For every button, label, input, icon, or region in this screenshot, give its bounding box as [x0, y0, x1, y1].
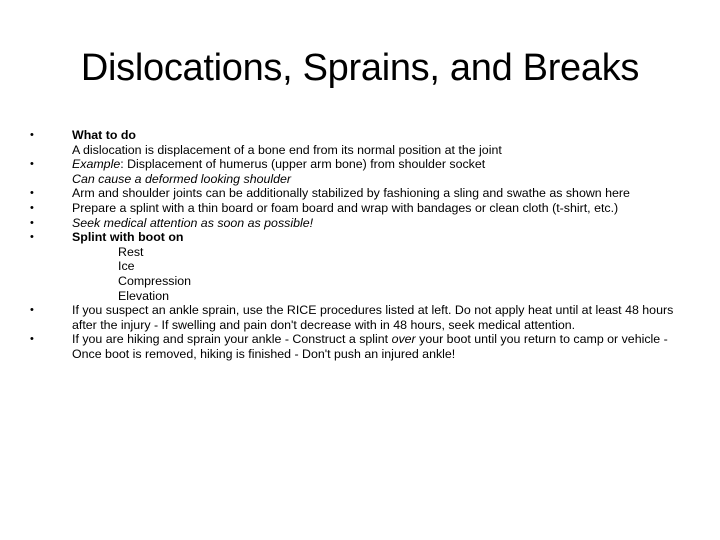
rice-rest: Rest: [118, 244, 144, 259]
example-line: [72, 157, 692, 172]
hiking-emphasis: over: [391, 332, 416, 347]
bullet-icon: •: [30, 158, 34, 171]
bullet-icon: •: [30, 333, 34, 346]
bullet-icon: •: [30, 187, 34, 200]
list-item: [28, 303, 692, 332]
bullet-icon: •: [30, 216, 34, 229]
splint-boot-heading: Splint with boot on: [72, 230, 184, 245]
bullet-icon: •: [30, 129, 34, 141]
list-item: [28, 128, 692, 157]
list-item-text: [72, 128, 692, 157]
example-note: Can cause a deformed looking shoulder: [72, 171, 292, 186]
list-item-text: If you suspect an ankle sprain, use the RICE procedures listed at left. Do not apply heat until at least 48 hours after the injury - If swelling and pain don't decrease with in 48 hours, seek medical attention.: [72, 303, 674, 332]
example-text: : Displacement of humerus (upper arm bone) from shoulder socket: [120, 157, 486, 172]
example-label: Example: [72, 157, 121, 172]
bullet-list: [28, 128, 692, 362]
list-item-text: [72, 332, 692, 361]
slide-title: Dislocations, Sprains, and Breaks: [80, 47, 640, 89]
list-item-text: Arm and shoulder joints can be additionally stabilized by fashioning a sling and swathe as shown here: [72, 186, 630, 201]
list-item: [28, 186, 692, 201]
list-item-text: [72, 157, 692, 186]
hiking-text-end: your boot until you return to camp or vehicle - Once boot is removed, hiking is finished - Don't push an injured ankle!: [72, 332, 668, 361]
dislocation-definition: A dislocation is displacement of a bone end from its normal position at the joint: [72, 142, 502, 157]
list-item: [28, 216, 692, 231]
list-item: [28, 157, 692, 186]
list-item: [28, 332, 692, 361]
rice-elevation: Elevation: [118, 288, 169, 303]
bullet-icon: •: [30, 201, 34, 214]
rice-ice: Ice: [118, 259, 135, 274]
hiking-text-start: If you are hiking and sprain your ankle - Construct a splint: [72, 332, 392, 347]
list-item-text: Seek medical attention as soon as possible!: [72, 215, 314, 230]
bullet-icon: •: [30, 304, 34, 317]
list-item-text: [72, 230, 692, 303]
bullet-icon: •: [30, 231, 34, 244]
what-to-do-heading: What to do: [72, 128, 136, 142]
list-item: [28, 201, 692, 216]
rice-compression: Compression: [118, 273, 191, 288]
list-item-text: Prepare a splint with a thin board or foam board and wrap with bandages or clean cloth (t-shirt, etc.): [72, 200, 619, 215]
list-item: [28, 230, 692, 303]
